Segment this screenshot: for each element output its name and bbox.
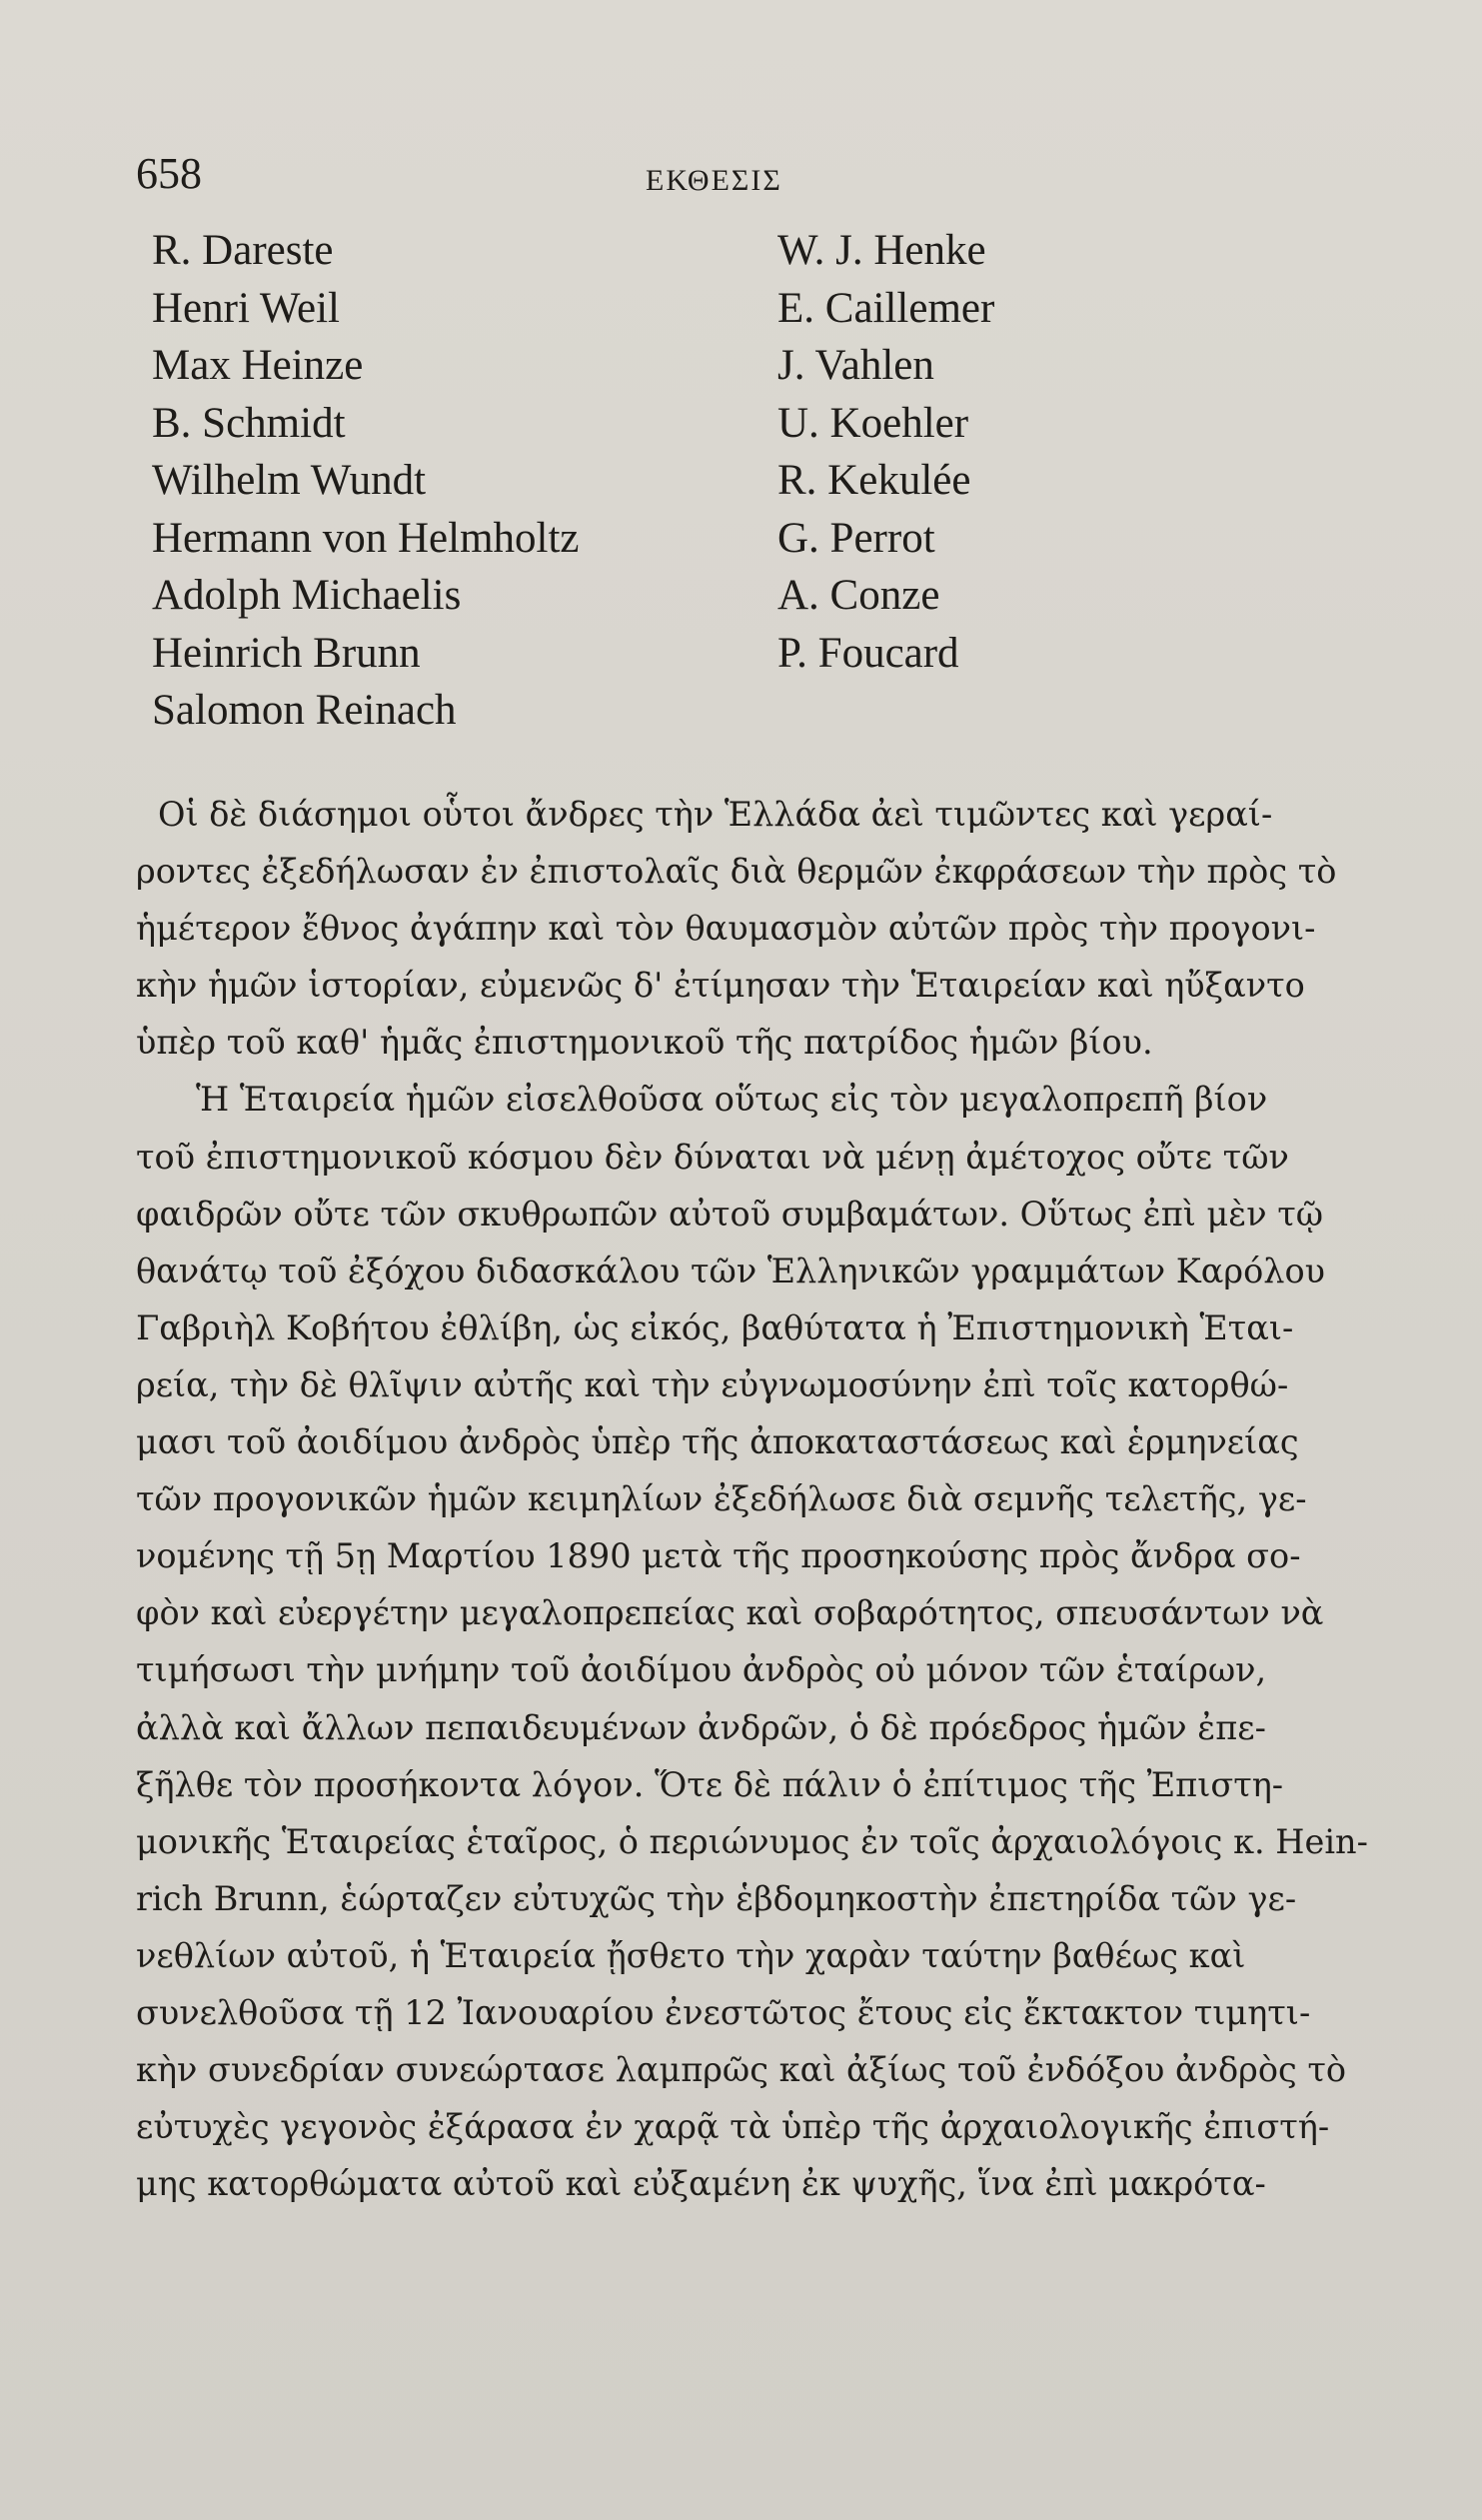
running-title: ΕΚΘΕΣΙΣ xyxy=(646,164,782,197)
signatory-name: R. Kekulée xyxy=(777,457,971,504)
text-line: Ἡ Ἑταιρεία ἡμῶν εἰσελθοῦσα οὕτως εἰς τὸν μεγαλοπρεπῆ βίον xyxy=(196,1080,1268,1120)
signatory-name: E. Caillemer xyxy=(777,284,995,332)
signatory-name: Henri Weil xyxy=(152,284,340,332)
signatory-name: R. Dareste xyxy=(152,227,334,274)
text-line: τοῦ ἐπιστημονικοῦ κόσμου δὲν δύναται νὰ μένῃ ἀμέτοχος οὔτε τῶν xyxy=(136,1137,1289,1177)
signatory-name: Salomon Reinach xyxy=(152,687,457,734)
signatory-name: G. Perrot xyxy=(777,514,935,562)
text-line: Γαβριὴλ Κοβήτου ἐθλίβη, ὡς εἰκός, βαθύτατα ἡ Ἐπιστημονικὴ Ἑται- xyxy=(136,1307,1294,1347)
text-line: φαιδρῶν οὔτε τῶν σκυθρωπῶν αὐτοῦ συμβαμάτων. Οὕτως ἐπὶ μὲν τῷ xyxy=(136,1194,1324,1234)
text-line: τιμήσωσι τὴν μνήμην τοῦ ἀοιδίμου ἀνδρὸς οὐ μόνον τῶν ἑταίρων, xyxy=(136,1650,1267,1690)
text-line: μασι τοῦ ἀοιδίμου ἀνδρὸς ὑπὲρ τῆς ἀποκαταστάσεως καὶ ἑρμηνείας xyxy=(136,1422,1299,1462)
text-line: rich Brunn, ἑώρταζεν εὐτυχῶς τὴν ἑβδομηκοστὴν ἐπετηρίδα τῶν γε- xyxy=(136,1878,1297,1918)
signatory-name: Hermann von Helmholtz xyxy=(152,514,580,562)
text-line: μονικῆς Ἑταιρείας ἑταῖρος, ὁ περιώνυμος ἐν τοῖς ἀρχαιολόγοις κ. Hein- xyxy=(136,1821,1368,1861)
text-line: κὴν συνεδρίαν συνεώρτασε λαμπρῶς καὶ ἀξίως τοῦ ἐνδόξου ἀνδρὸς τὸ xyxy=(136,2050,1347,2090)
signatories-left-column xyxy=(152,222,712,740)
signatories-right-column xyxy=(777,222,1177,682)
body-text xyxy=(136,786,1368,2212)
signatory-name: J. Vahlen xyxy=(777,342,934,389)
text-line: νομένης τῇ 5ῃ Μαρτίου 1890 μετὰ τῆς προσηκούσης πρὸς ἄνδρα σο- xyxy=(136,1536,1301,1576)
text-line: ρεία, τὴν δὲ θλῖψιν αὐτῆς καὶ τὴν εὐγνωμοσύνην ἐπὶ τοῖς κατορθώ- xyxy=(136,1364,1289,1404)
signatory-name: Max Heinze xyxy=(152,342,364,389)
text-line: ἀλλὰ καὶ ἄλλων πεπαιδευμένων ἀνδρῶν, ὁ δὲ πρόεδρος ἡμῶν ἐπε- xyxy=(136,1707,1266,1747)
signatory-name: W. J. Henke xyxy=(777,227,986,274)
text-line: Οἱ δὲ διάσημοι οὗτοι ἄνδρες τὴν Ἑλλάδα ἀεὶ τιμῶντες καὶ γεραί- xyxy=(158,795,1273,834)
signatory-name: U. Koehler xyxy=(777,399,969,447)
text-line: τῶν προγονικῶν ἡμῶν κειμηλίων ἐξεδήλωσε διὰ σεμνῆς τελετῆς, γε- xyxy=(136,1479,1307,1519)
text-line: ροντες ἐξεδήλωσαν ἐν ἐπιστολαῖς διὰ θερμῶν ἐκφράσεων τὴν πρὸς τὸ xyxy=(136,852,1337,892)
page-number: 658 xyxy=(136,149,202,198)
signatory-name: Adolph Michaelis xyxy=(152,572,462,619)
text-line: ὑπὲρ τοῦ καθ' ἡμᾶς ἐπιστημονικοῦ τῆς πατρίδος ἡμῶν βίου. xyxy=(136,1023,1153,1063)
signatory-name: P. Foucard xyxy=(777,629,959,677)
page-header xyxy=(136,148,1235,208)
signatory-name: Wilhelm Wundt xyxy=(152,457,427,504)
text-line: φὸν καὶ εὐεργέτην μεγαλοπρεπείας καὶ σοβαρότητος, σπευσάντων νὰ xyxy=(136,1593,1324,1633)
signatory-name: A. Conze xyxy=(777,572,940,619)
text-line: θανάτῳ τοῦ ἐξόχου διδασκάλου τῶν Ἑλληνικῶν γραμμάτων Καρόλου xyxy=(136,1251,1326,1290)
text-line: νεθλίων αὐτοῦ, ἡ Ἑταιρεία ᾔσθετο τὴν χαρὰν ταύτην βαθέως καὶ xyxy=(136,1935,1246,1975)
signatory-name: Heinrich Brunn xyxy=(152,629,421,677)
text-line: συνελθοῦσα τῇ 12 Ἰανουαρίου ἐνεστῶτος ἔτους εἰς ἔκτακτον τιμητι- xyxy=(136,1992,1311,2032)
text-line: ξῆλθε τὸν προσήκοντα λόγον. Ὅτε δὲ πάλιν ὁ ἐπίτιμος τῆς Ἐπιστη- xyxy=(136,1764,1284,1804)
signatory-name: B. Schmidt xyxy=(152,399,346,447)
text-line: μης κατορθώματα αὐτοῦ καὶ εὐξαμένη ἐκ ψυχῆς, ἵνα ἐπὶ μακρότα- xyxy=(136,2164,1266,2204)
text-line: εὐτυχὲς γεγονὸς ἐξάρασα ἐν χαρᾷ τὰ ὑπὲρ τῆς ἀρχαιολογικῆς ἐπιστή- xyxy=(136,2107,1330,2147)
text-line: κὴν ἡμῶν ἱστορίαν, εὐμενῶς δ' ἐτίμησαν τὴν Ἑταιρείαν καὶ ηὔξαντο xyxy=(136,966,1305,1006)
text-line: ἡμέτερον ἔθνος ἀγάπην καὶ τὸν θαυμασμὸν αὐτῶν πρὸς τὴν προγονι- xyxy=(136,909,1316,949)
